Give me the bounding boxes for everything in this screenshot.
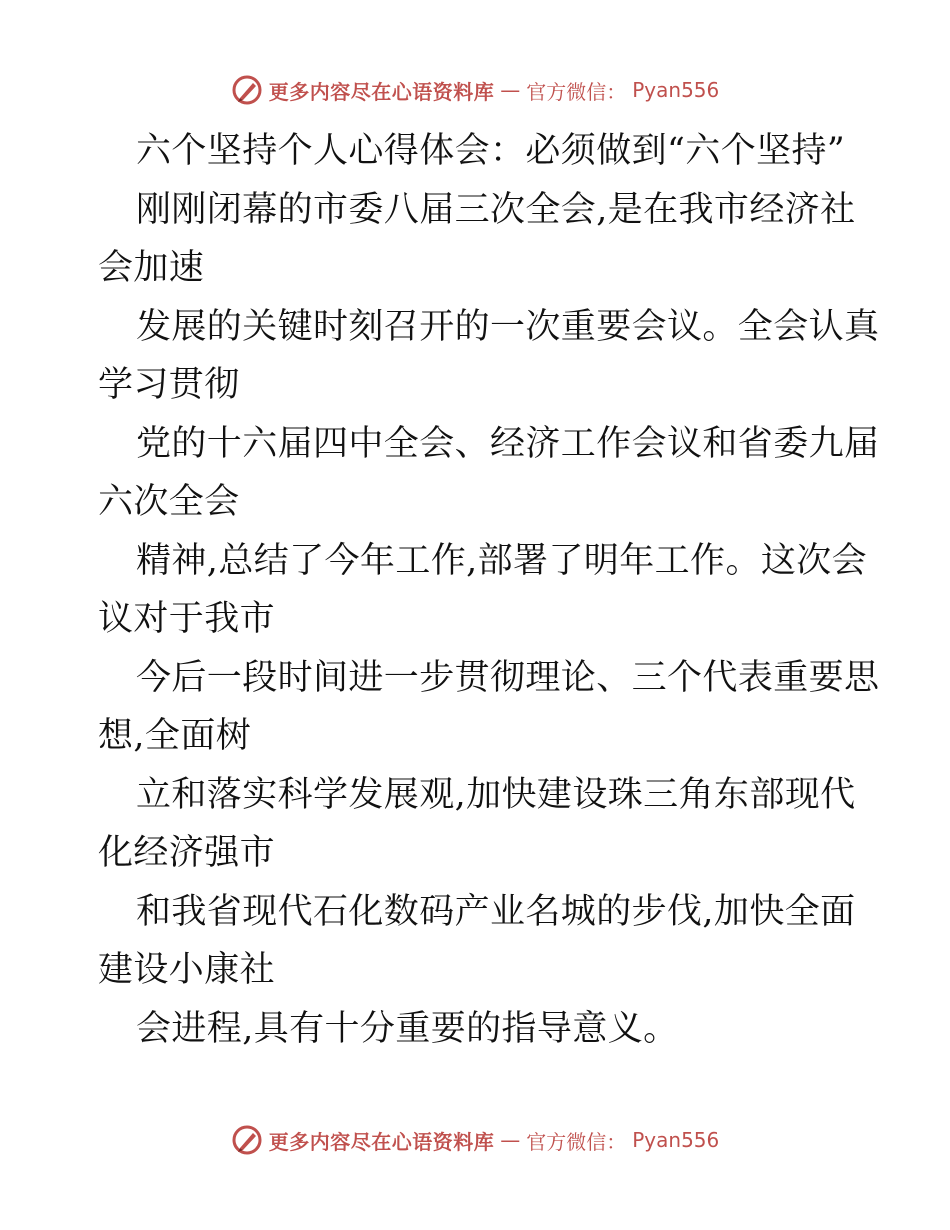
text-line: 化经济强市 bbox=[98, 833, 276, 873]
pen-logo-icon bbox=[231, 74, 263, 106]
text-line: 建设小康社 bbox=[98, 950, 276, 990]
banner-wechat-label: 官方微信： bbox=[526, 1129, 627, 1154]
banner-dash: — bbox=[500, 78, 521, 102]
header-banner-content bbox=[231, 74, 720, 106]
banner-main-text: 更多内容尽在心语资料库 bbox=[268, 79, 495, 104]
document-body bbox=[98, 122, 880, 1058]
text-line: 今后一段时间进一步贯彻理论、三个代表重要思 bbox=[136, 657, 880, 698]
text-line: 会进程,具有十分重要的指导意义。 bbox=[136, 1008, 679, 1049]
header-banner bbox=[0, 70, 950, 110]
pen-logo-icon bbox=[231, 1124, 263, 1156]
banner-main-text: 更多内容尽在心语资料库 bbox=[268, 1129, 495, 1154]
banner-dash: — bbox=[500, 1128, 521, 1152]
text-line: 精神,总结了今年工作,部署了明年工作。这次会 bbox=[136, 540, 868, 581]
text-line: 学习贯彻 bbox=[98, 365, 240, 405]
banner-wechat-id: Pyan556 bbox=[632, 1128, 720, 1152]
footer-banner bbox=[0, 1120, 950, 1160]
text-line: 立和落实科学发展观,加快建设珠三角东部现代 bbox=[136, 774, 856, 815]
text-line: 发展的关键时刻召开的一次重要会议。全会认真 bbox=[136, 306, 880, 347]
text-line: 会加速 bbox=[98, 248, 205, 288]
text-line: 党的十六届四中全会、经济工作会议和省委九届 bbox=[136, 423, 880, 464]
text-line: 六个坚持个人心得体会：必须做到“六个坚持” bbox=[136, 131, 846, 171]
text-line: 六次全会 bbox=[98, 482, 240, 522]
text-line: 和我省现代石化数码产业名城的步伐,加快全面 bbox=[136, 891, 856, 932]
footer-banner-content bbox=[231, 1124, 720, 1156]
text-line: 议对于我市 bbox=[98, 599, 276, 639]
banner-wechat-id: Pyan556 bbox=[632, 78, 720, 102]
text-line: 想,全面树 bbox=[98, 716, 252, 756]
banner-wechat-label: 官方微信： bbox=[526, 79, 627, 104]
text-line: 刚刚闭幕的市委八届三次全会,是在我市经济社 bbox=[136, 189, 856, 230]
